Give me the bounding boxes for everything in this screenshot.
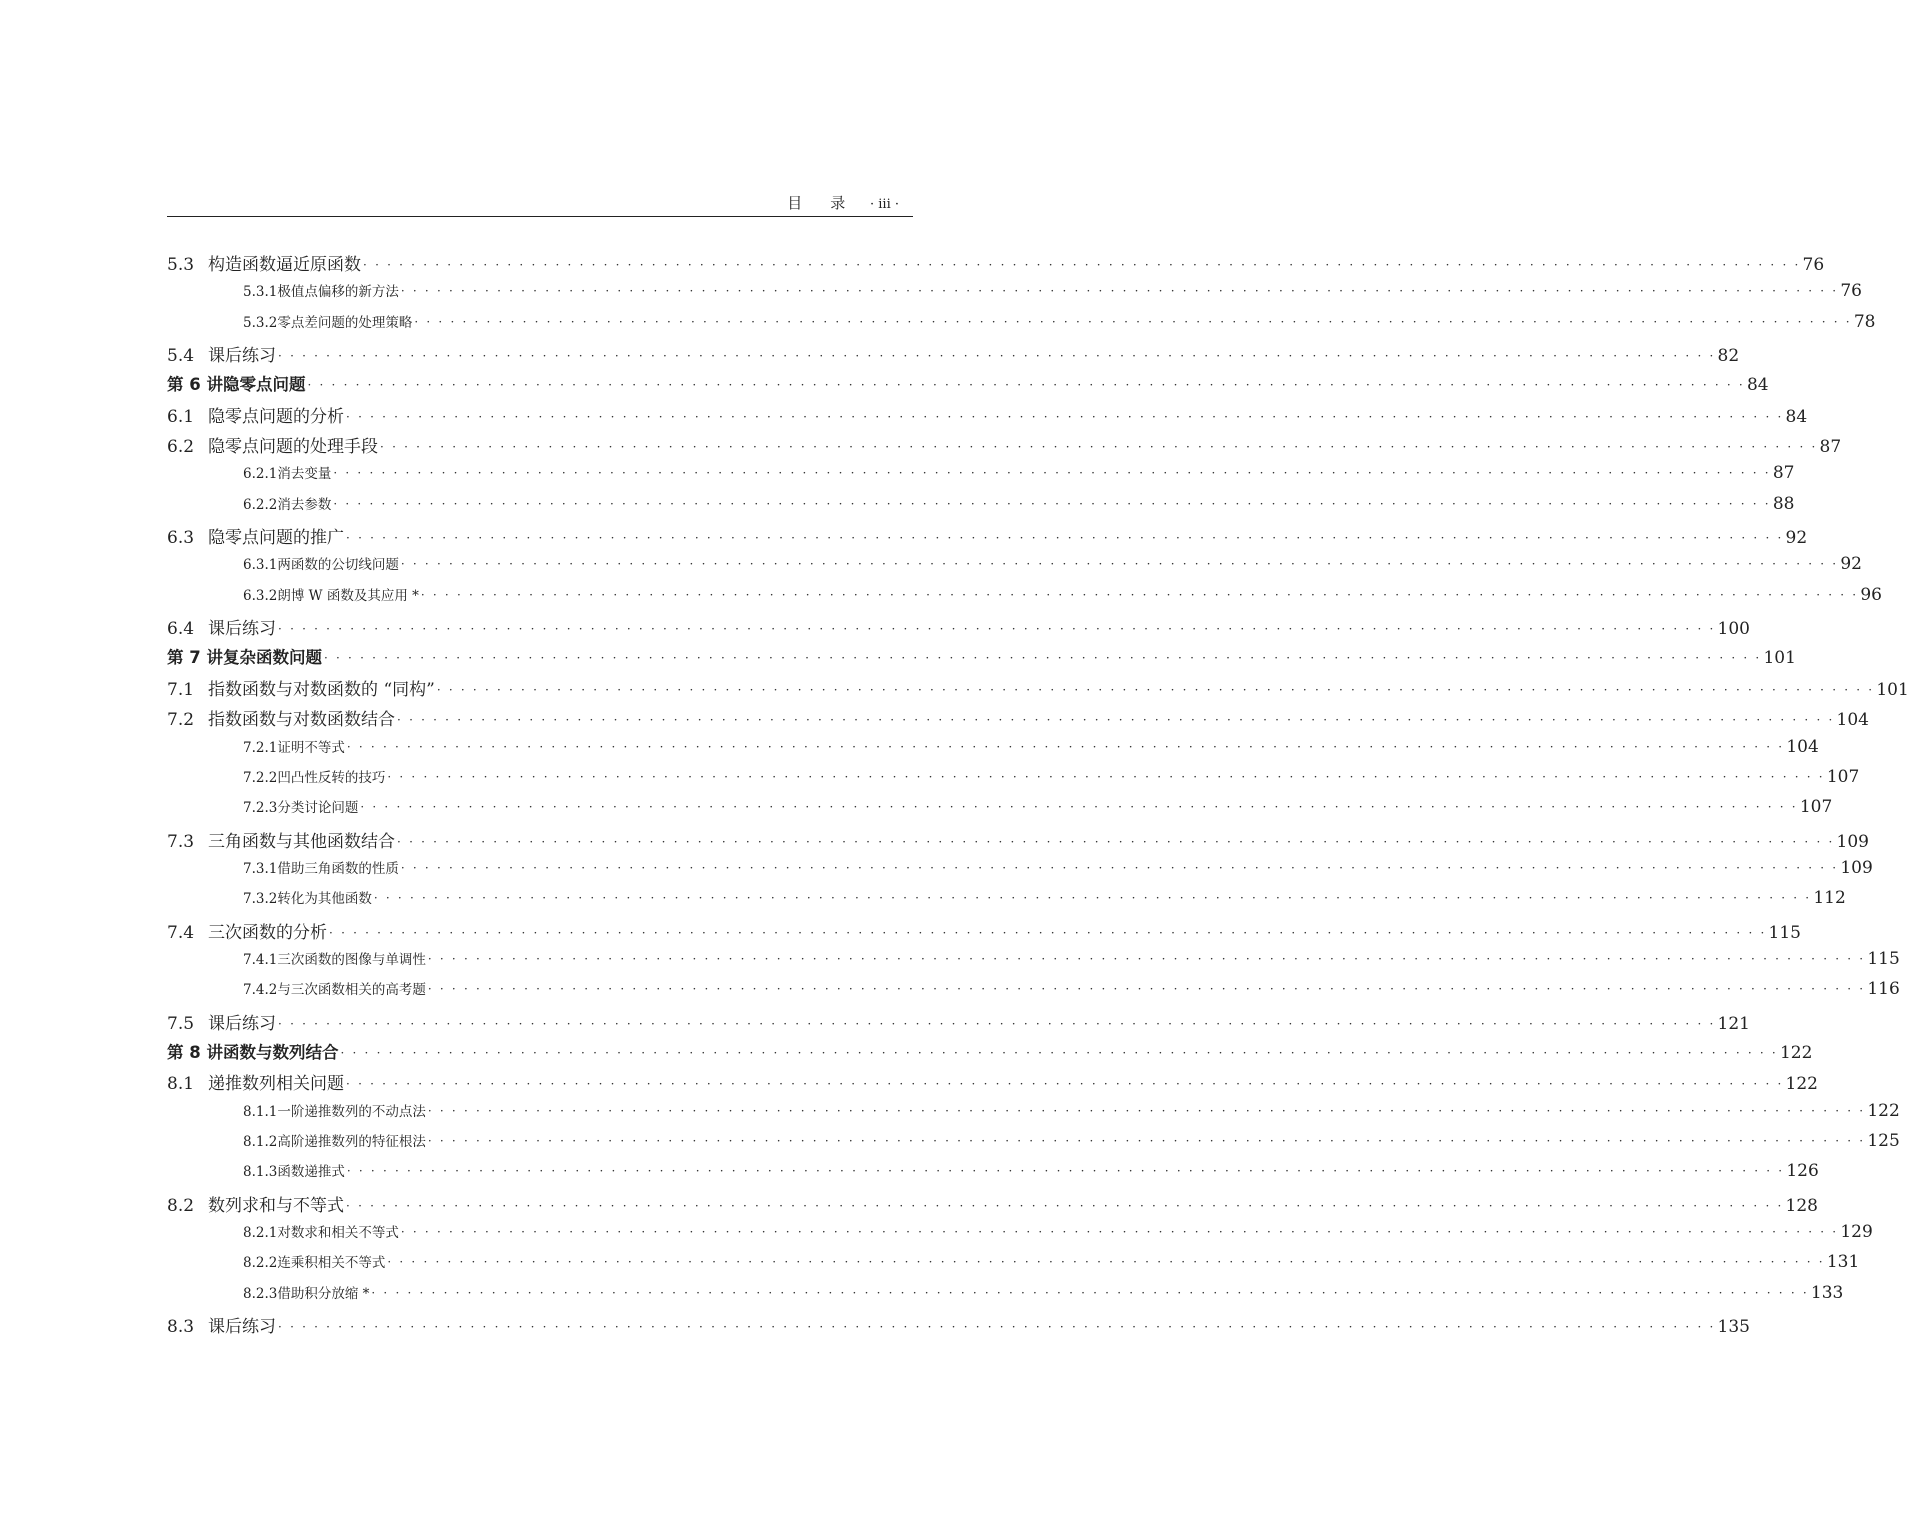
toc-leader-dots: · · · · · · · · · · · · · · · · · · · · · · · · · · · · · · · · · · · · · · · · · · · · · · · · · · · · · · · · · · · · · · · · · · · · · · · · · · · · · · · · · · · · · · · · · · · · · · · · · · · · · · · · · · · · · · · · · · · · · · · ·	[278, 349, 1716, 364]
toc-section-entry[interactable]	[167, 250, 1825, 280]
toc-entry-page: 96	[1860, 584, 1882, 605]
toc-entry-title: 函数与数列结合	[222, 1042, 339, 1062]
toc-leader-dots: · · · · · · · · · · · · · · · · · · · · · · · · · · · · · · · · · · · · · · · · · · · · · · · · · · · · · · · · · · · · · · · · · · · · · · · · · · · · · · · · · · · · · · · · · · · · · · · · · · · · · · · · · · · · · · · · · · · · · · · ·	[414, 314, 1852, 329]
toc-entry-number: 7.2	[167, 710, 195, 731]
toc-entry-title: 三次函数的分析	[208, 922, 328, 943]
toc-subsection-entry[interactable]	[167, 1282, 1844, 1312]
toc-entry-number: 8.3	[167, 1317, 195, 1338]
toc-entry-page: 101	[1763, 648, 1796, 669]
toc-entry-number: 8.1.3	[243, 1164, 278, 1181]
toc-leader-dots: · · · · · · · · · · · · · · · · · · · · · · · · · · · · · · · · · · · · · · · · · · · · · · · · · · · · · · · · · · · · · · · · · · · · · · · · · · · · · · · · · · · · · · · · · · · · · · · · · · · · · · · · · · · · · · · · · · · · · · · ·	[400, 557, 1839, 572]
toc-entry-title: 递推数列相关问题	[208, 1074, 345, 1095]
toc-entry-title: 数列求和与不等式	[208, 1195, 345, 1216]
toc-entry-page: 100	[1717, 619, 1750, 640]
toc-entry-page: 76	[1840, 281, 1862, 302]
toc-entry-number: 8.2	[167, 1195, 195, 1216]
toc-entry-number: 8.1.1	[243, 1103, 278, 1120]
toc-subsection-entry[interactable]	[167, 736, 1819, 766]
toc-section-entry[interactable]	[167, 1191, 1818, 1221]
toc-entry-number: 8.1	[167, 1074, 195, 1095]
toc-entry-page: 112	[1813, 888, 1846, 909]
toc-leader-dots: · · · · · · · · · · · · · · · · · · · · · · · · · · · · · · · · · · · · · · · · · · · · · · · · · · · · · · · · · · · · · · · · · · · · · · · · · · · · · · · · · · · · · · · · · · · · · · · · · · · · · · · · · · · · · · · · · · · · · · · ·	[387, 1255, 1825, 1270]
toc-section-entry[interactable]	[167, 675, 1909, 705]
toc-section-entry[interactable]	[167, 1069, 1818, 1099]
toc-leader-dots: · · · · · · · · · · · · · · · · · · · · · · · · · · · · · · · · · · · · · · · · · · · · · · · · · · · · · · · · · · · · · · · · · · · · · · · · · · · · · · · · · · · · · · · · · · · · · · · · · · · · · · · · · · · · · · · · · · · · · · · ·	[380, 440, 1818, 455]
toc-entry-page: 87	[1819, 437, 1842, 458]
toc-entry-page: 109	[1836, 831, 1869, 852]
toc-leader-dots: · · · · · · · · · · · · · · · · · · · · · · · · · · · · · · · · · · · · · · · · · · · · · · · · · · · · · · · · · · · · · · · · · · · · · · · · · · · · · · · · · · · · · · · · · · · · · · · · · · · · · · · · · · · · · · · · · · · · · · · ·	[346, 1077, 1784, 1092]
toc-entry-number: 8.2.1	[243, 1225, 278, 1241]
toc-entry-number: 8.1.2	[243, 1133, 278, 1150]
toc-subsection-entry[interactable]	[167, 311, 1876, 341]
toc-entry-title: 借助三角函数的性质	[277, 860, 399, 877]
toc-entry-title: 证明不等式	[277, 739, 345, 756]
toc-subsection-entry[interactable]	[167, 978, 1900, 1008]
toc-leader-dots: · · · · · · · · · · · · · · · · · · · · · · · · · · · · · · · · · · · · · · · · · · · · · · · · · · · · · · · · · · · · · · · · · · · · · · · · · · · · · · · · · · · · · · · · · · · · · · · · · · · · · · · · · · · · · · · · · · · · · · · ·	[278, 1016, 1716, 1031]
toc-entry-number: 7.1	[167, 679, 195, 700]
toc-entry-page: 109	[1840, 857, 1873, 878]
toc-entry-number: 7.3	[167, 831, 195, 852]
toc-entry-page: 101	[1876, 679, 1909, 700]
toc-entry-page: 104	[1786, 736, 1819, 757]
toc-entry-number: 7.5	[167, 1013, 195, 1034]
toc-entry-page: 107	[1826, 766, 1860, 787]
toc-leader-dots: · · · · · · · · · · · · · · · · · · · · · · · · · · · · · · · · · · · · · · · · · · · · · · · · · · · · · · · · · · · · · · · · · · · · · · · · · · · · · · · · · · · · · · · · · · · · · · · · · · · · · · · · · · · · · · · · · · · · · · · ·	[400, 284, 1839, 299]
toc-entry-page: 82	[1717, 346, 1740, 367]
toc-chapter-entry[interactable]	[167, 1039, 1813, 1069]
toc-entry-page: 128	[1785, 1195, 1818, 1216]
toc-section-entry[interactable]	[167, 432, 1842, 462]
toc-leader-dots: · · · · · · · · · · · · · · · · · · · · · · · · · · · · · · · · · · · · · · · · · · · · · · · · · · · · · · · · · · · · · · · · · · · · · · · · · · · · · · · · · · · · · · · · · · · · · · · · · · · · · · · · · · · · · · · · · · · · · · · ·	[346, 409, 1784, 424]
toc-entry-number: 7.4	[167, 922, 195, 943]
toc-entry-page: 107	[1799, 797, 1833, 818]
toc-subsection-entry[interactable]	[167, 280, 1862, 310]
toc-entry-number: 6.1	[167, 406, 195, 427]
toc-entry-page: 133	[1810, 1282, 1844, 1303]
toc-entry-number: 6.2	[167, 437, 195, 458]
toc-entry-page: 122	[1779, 1042, 1813, 1063]
toc-leader-dots: · · · · · · · · · · · · · · · · · · · · · · · · · · · · · · · · · · · · · · · · · · · · · · · · · · · · · · · · · · · · · · · · · · · · · · · · · · · · · · · · · · · · · · · · · · · · · · · · · · · · · · · · · · · · · · · · · · · · · · · ·	[427, 951, 1866, 966]
toc-subsection-entry[interactable]	[167, 1100, 1900, 1130]
toc-entry-title: 与三次函数相关的高考题	[277, 982, 426, 999]
toc-entry-title: 消去参数	[277, 496, 332, 513]
toc-entry-page: 129	[1840, 1222, 1873, 1242]
toc-entry-page: 126	[1786, 1161, 1819, 1182]
toc-leader-dots: · · · · · · · · · · · · · · · · · · · · · · · · · · · · · · · · · · · · · · · · · · · · · · · · · · · · · · · · · · · · · · · · · · · · · · · · · · · · · · · · · · · · · · · · · · · · · · · · · · · · · · · · · · · · · · · · · · · · · · · ·	[333, 496, 1771, 511]
toc-leader-dots: · · · · · · · · · · · · · · · · · · · · · · · · · · · · · · · · · · · · · · · · · · · · · · · · · · · · · · · · · · · · · · · · · · · · · · · · · · · · · · · · · · · · · · · · · · · · · · · · · · · · · · · · · · · · · · · · · · · · · · · ·	[400, 860, 1839, 875]
toc-entry-title: 极值点偏移的新方法	[277, 284, 399, 301]
toc-leader-dots: · · · · · · · · · · · · · · · · · · · · · · · · · · · · · · · · · · · · · · · · · · · · · · · · · · · · · · · · · · · · · · · · · · · · · · · · · · · · · · · · · · · · · · · · · · · · · · · · · · · · · · · · · · · · · · · · · · · · · · · ·	[371, 1285, 1809, 1300]
toc-entry-title: 凹凸性反转的技巧	[277, 769, 386, 786]
toc-entry-page: 84	[1785, 406, 1808, 427]
toc-leader-dots: · · · · · · · · · · · · · · · · · · · · · · · · · · · · · · · · · · · · · · · · · · · · · · · · · · · · · · · · · · · · · · · · · · · · · · · · · · · · · · · · · · · · · · · · · · · · · · · · · · · · · · · · · · · · · · · · · · · · · · · ·	[397, 713, 1835, 728]
toc-entry-number: 7.2.1	[243, 739, 278, 756]
toc-entry-title: 隐零点问题	[222, 375, 306, 395]
toc-leader-dots: · · · · · · · · · · · · · · · · · · · · · · · · · · · · · · · · · · · · · · · · · · · · · · · · · · · · · · · · · · · · · · · · · · · · · · · · · · · · · · · · · · · · · · · · · · · · · · · · · · · · · · · · · · · · · · · · · · · · · · · ·	[427, 982, 1866, 997]
toc-entry-title: 两函数的公切线问题	[277, 557, 399, 574]
toc-subsection-entry[interactable]	[167, 857, 1873, 887]
toc-subsection-entry[interactable]	[167, 462, 1795, 492]
toc-entry-title: 对数求和相关不等式	[277, 1225, 399, 1241]
toc-section-entry[interactable]	[167, 402, 1808, 432]
toc-entry-number: 6.2.1	[243, 466, 278, 483]
toc-subsection-entry[interactable]	[167, 948, 1900, 978]
toc-entry-number: 5.3.2	[243, 314, 278, 331]
toc-subsection-entry[interactable]	[167, 493, 1795, 523]
toc-section-entry[interactable]	[167, 1312, 1750, 1342]
toc-leader-dots: · · · · · · · · · · · · · · · · · · · · · · · · · · · · · · · · · · · · · · · · · · · · · · · · · · · · · · · · · · · · · · · · · · · · · · · · · · · · · · · · · · · · · · · · · · · · · · · · · · · · · · · · · · · · · · · · · · · · · · · ·	[346, 531, 1784, 546]
toc-entry-page: 122	[1867, 1100, 1900, 1121]
header-page-number: · iii ·	[869, 197, 899, 212]
toc-entry-number: 7.3.1	[243, 860, 278, 877]
toc-entry-number: 6.3.1	[243, 557, 278, 574]
toc-entry-number: 5.3	[167, 255, 195, 275]
toc-entry-title: 课后练习	[208, 1317, 277, 1338]
toc-entry-title: 消去变量	[277, 466, 332, 483]
toc-entry-page: 78	[1853, 311, 1876, 332]
toc-entry-title: 课后练习	[208, 346, 277, 367]
toc-leader-dots: · · · · · · · · · · · · · · · · · · · · · · · · · · · · · · · · · · · · · · · · · · · · · · · · · · · · · · · · · · · · · · · · · · · · · · · · · · · · · · · · · · · · · · · · · · · · · · · · · · · · · · · · · · · · · · · · · · · · · · · ·	[346, 739, 1785, 754]
toc-entry-number: 6.3	[167, 528, 195, 549]
toc-entry-number: 8.2.2	[243, 1255, 278, 1272]
toc-section-entry[interactable]	[167, 614, 1750, 644]
toc-entry-number: 5.3.1	[243, 284, 278, 301]
toc-entry-number: 7.2.3	[243, 800, 278, 817]
toc-subsection-entry[interactable]	[167, 553, 1862, 583]
toc-subsection-entry[interactable]	[167, 1160, 1819, 1190]
toc-chapter-entry[interactable]	[167, 371, 1769, 401]
toc-entry-page: 121	[1717, 1013, 1750, 1034]
toc-entry-title: 一阶递推数列的不动点法	[277, 1103, 426, 1120]
toc-subsection-entry[interactable]	[167, 796, 1833, 826]
toc-entry-page: 104	[1836, 710, 1869, 731]
toc-subsection-entry[interactable]	[167, 887, 1846, 917]
toc-chapter-entry[interactable]	[167, 644, 1796, 674]
toc-entry-number: 7.3.2	[243, 891, 278, 908]
toc-leader-dots: · · · · · · · · · · · · · · · · · · · · · · · · · · · · · · · · · · · · · · · · · · · · · · · · · · · · · · · · · · · · · · · · · · · · · · · · · · · · · · · · · · · · · · · · · · · · · · · · · · · · · · · · · · · · · · · · · · · · · · · ·	[346, 1164, 1785, 1179]
toc-entry-number: 第 8 讲	[167, 1042, 223, 1062]
toc-leader-dots: · · · · · · · · · · · · · · · · · · · · · · · · · · · · · · · · · · · · · · · · · · · · · · · · · · · · · · · · · · · · · · · · · · · · · · · · · · · · · · · · · · · · · · · · · · · · · · · · · · · · · · · · · · · · · · · · · · · · · · · ·	[278, 622, 1716, 637]
header-chapter-title: 目录	[787, 194, 874, 212]
toc-subsection-entry[interactable]	[167, 766, 1860, 796]
toc-entry-title: 借助积分放缩 *	[277, 1285, 370, 1302]
toc-leader-dots: · · · · · · · · · · · · · · · · · · · · · · · · · · · · · · · · · · · · · · · · · · · · · · · · · · · · · · · · · · · · · · · · · · · · · · · · · · · · · · · · · · · · · · · · · · · · · · · · · · · · · · · · · · · · · · · · · · · · · · · ·	[400, 1225, 1839, 1239]
toc-entry-page: 131	[1826, 1252, 1860, 1273]
toc-entry-title: 转化为其他函数	[277, 891, 372, 908]
toc-leader-dots: · · · · · · · · · · · · · · · · · · · · · · · · · · · · · · · · · · · · · · · · · · · · · · · · · · · · · · · · · · · · · · · · · · · · · · · · · · · · · · · · · · · · · · · · · · · · · · · · · · · · · · · · · · · · · · · · · · · · · · · ·	[363, 258, 1801, 272]
toc-section-entry[interactable]	[167, 705, 1869, 735]
toc-subsection-entry[interactable]	[167, 584, 1882, 614]
toc-subsection-entry[interactable]	[167, 1221, 1873, 1251]
toc-section-entry[interactable]	[167, 1009, 1750, 1039]
toc-leader-dots: · · · · · · · · · · · · · · · · · · · · · · · · · · · · · · · · · · · · · · · · · · · · · · · · · · · · · · · · · · · · · · · · · · · · · · · · · · · · · · · · · · · · · · · · · · · · · · · · · · · · · · · · · · · · · · · · · · · · · · · ·	[387, 769, 1825, 784]
toc-leader-dots: · · · · · · · · · · · · · · · · · · · · · · · · · · · · · · · · · · · · · · · · · · · · · · · · · · · · · · · · · · · · · · · · · · · · · · · · · · · · · · · · · · · · · · · · · · · · · · · · · · · · · · · · · · · · · · · · · · · · · · · ·	[373, 891, 1812, 906]
running-header	[167, 188, 913, 217]
toc-entry-number: 7.2.2	[243, 769, 278, 786]
toc-entry-title: 连乘积相关不等式	[277, 1255, 386, 1272]
header-right	[787, 192, 899, 213]
toc-entry-number: 7.4.2	[243, 982, 278, 999]
table-of-contents	[167, 250, 1909, 1342]
toc-entry-number: 6.3.2	[243, 587, 278, 604]
toc-entry-title: 三次函数的图像与单调性	[277, 951, 426, 968]
toc-entry-number: 第 7 讲	[167, 648, 223, 668]
toc-leader-dots: · · · · · · · · · · · · · · · · · · · · · · · · · · · · · · · · · · · · · · · · · · · · · · · · · · · · · · · · · · · · · · · · · · · · · · · · · · · · · · · · · · · · · · · · · · · · · · · · · · · · · · · · · · · · · · · · · · · · · · · ·	[360, 800, 1798, 815]
toc-subsection-entry[interactable]	[167, 1251, 1860, 1281]
toc-entry-page: 87	[1772, 463, 1795, 484]
toc-leader-dots: · · · · · · · · · · · · · · · · · · · · · · · · · · · · · · · · · · · · · · · · · · · · · · · · · · · · · · · · · · · · · · · · · · · · · · · · · · · · · · · · · · · · · · · · · · · · · · · · · · · · · · · · · · · · · · · · · · · · · · · ·	[436, 682, 1875, 697]
toc-leader-dots: · · · · · · · · · · · · · · · · · · · · · · · · · · · · · · · · · · · · · · · · · · · · · · · · · · · · · · · · · · · · · · · · · · · · · · · · · · · · · · · · · · · · · · · · · · · · · · · · · · · · · · · · · · · · · · · · · · · · · · · ·	[333, 466, 1771, 481]
toc-section-entry[interactable]	[167, 523, 1808, 553]
toc-entry-page: 76	[1802, 255, 1825, 275]
toc-leader-dots: · · · · · · · · · · · · · · · · · · · · · · · · · · · · · · · · · · · · · · · · · · · · · · · · · · · · · · · · · · · · · · · · · · · · · · · · · · · · · · · · · · · · · · · · · · · · · · · · · · · · · · · · · · · · · · · · · · · · · · · ·	[420, 587, 1859, 602]
toc-entry-page: 125	[1867, 1130, 1900, 1151]
toc-leader-dots: · · · · · · · · · · · · · · · · · · · · · · · · · · · · · · · · · · · · · · · · · · · · · · · · · · · · · · · · · · · · · · · · · · · · · · · · · · · · · · · · · · · · · · · · · · · · · · · · · · · · · · · · · · · · · · · · · · · · · · · ·	[329, 925, 1767, 940]
toc-leader-dots: · · · · · · · · · · · · · · · · · · · · · · · · · · · · · · · · · · · · · · · · · · · · · · · · · · · · · · · · · · · · · · · · · · · · · · · · · · · · · · · · · · · · · · · · · · · · · · · · · · · · · · · · · · · · · · · · · · · · · · · ·	[278, 1320, 1716, 1335]
toc-section-entry[interactable]	[167, 827, 1869, 857]
toc-section-entry[interactable]	[167, 341, 1740, 371]
toc-entry-title: 分类讨论问题	[277, 800, 359, 817]
toc-entry-page: 115	[1867, 948, 1900, 969]
toc-entry-title: 函数递推式	[277, 1164, 345, 1181]
toc-entry-page: 84	[1746, 375, 1769, 396]
toc-entry-title: 指数函数与对数函数的 “同构”	[208, 679, 435, 700]
toc-entry-title: 隐零点问题的推广	[208, 528, 345, 549]
toc-leader-dots: · · · · · · · · · · · · · · · · · · · · · · · · · · · · · · · · · · · · · · · · · · · · · · · · · · · · · · · · · · · · · · · · · · · · · · · · · · · · · · · · · · · · · · · · · · · · · · · · · · · · · · · · · · · · · · · · · · · · · · · ·	[397, 834, 1835, 849]
toc-section-entry[interactable]	[167, 918, 1801, 948]
toc-leader-dots: · · · · · · · · · · · · · · · · · · · · · · · · · · · · · · · · · · · · · · · · · · · · · · · · · · · · · · · · · · · · · · · · · · · · · · · · · · · · · · · · · · · · · · · · · · · · · · · · · · · · · · · · · · · · · · · · · · · · · · · ·	[323, 651, 1762, 666]
toc-entry-page: 135	[1717, 1317, 1750, 1338]
toc-entry-title: 隐零点问题的分析	[208, 406, 345, 427]
toc-entry-title: 朗博 W 函数及其应用 *	[277, 587, 419, 604]
toc-entry-title: 课后练习	[208, 619, 277, 640]
toc-entry-number: 5.4	[167, 346, 195, 367]
toc-entry-title: 指数函数与对数函数结合	[208, 710, 396, 731]
toc-entry-number: 8.2.3	[243, 1285, 278, 1302]
toc-entry-page: 122	[1785, 1074, 1818, 1095]
toc-leader-dots: · · · · · · · · · · · · · · · · · · · · · · · · · · · · · · · · · · · · · · · · · · · · · · · · · · · · · · · · · · · · · · · · · · · · · · · · · · · · · · · · · · · · · · · · · · · · · · · · · · · · · · · · · · · · · · · · · · · · · · · ·	[427, 1133, 1866, 1148]
toc-entry-number: 第 6 讲	[167, 375, 223, 395]
toc-entry-page: 88	[1772, 493, 1795, 514]
toc-entry-page: 92	[1785, 528, 1808, 549]
toc-entry-number: 6.4	[167, 619, 195, 640]
toc-entry-page: 92	[1840, 554, 1862, 575]
toc-leader-dots: · · · · · · · · · · · · · · · · · · · · · · · · · · · · · · · · · · · · · · · · · · · · · · · · · · · · · · · · · · · · · · · · · · · · · · · · · · · · · · · · · · · · · · · · · · · · · · · · · · · · · · · · · · · · · · · · · · · · · · · ·	[427, 1103, 1866, 1118]
toc-subsection-entry[interactable]	[167, 1130, 1900, 1160]
toc-leader-dots: · · · · · · · · · · · · · · · · · · · · · · · · · · · · · · · · · · · · · · · · · · · · · · · · · · · · · · · · · · · · · · · · · · · · · · · · · · · · · · · · · · · · · · · · · · · · · · · · · · · · · · · · · · · · · · · · · · · · · · · ·	[346, 1198, 1784, 1213]
toc-entry-title: 三角函数与其他函数结合	[208, 831, 396, 852]
toc-entry-title: 课后练习	[208, 1013, 277, 1034]
toc-entry-number: 6.2.2	[243, 496, 278, 513]
toc-entry-title: 复杂函数问题	[222, 648, 322, 668]
toc-entry-title: 隐零点问题的处理手段	[208, 437, 379, 458]
toc-leader-dots: · · · · · · · · · · · · · · · · · · · · · · · · · · · · · · · · · · · · · · · · · · · · · · · · · · · · · · · · · · · · · · · · · · · · · · · · · · · · · · · · · · · · · · · · · · · · · · · · · · · · · · · · · · · · · · · · · · · · · · · ·	[340, 1045, 1778, 1060]
toc-entry-title: 高阶递推数列的特征根法	[277, 1133, 426, 1150]
toc-entry-title: 构造函数逼近原函数	[208, 255, 362, 275]
toc-entry-page: 115	[1768, 922, 1801, 943]
toc-entry-number: 7.4.1	[243, 951, 278, 968]
toc-leader-dots: · · · · · · · · · · · · · · · · · · · · · · · · · · · · · · · · · · · · · · · · · · · · · · · · · · · · · · · · · · · · · · · · · · · · · · · · · · · · · · · · · · · · · · · · · · · · · · · · · · · · · · · · · · · · · · · · · · · · · · · ·	[307, 378, 1745, 393]
toc-entry-title: 零点差问题的处理策略	[277, 314, 413, 331]
toc-entry-page: 116	[1867, 979, 1900, 1000]
